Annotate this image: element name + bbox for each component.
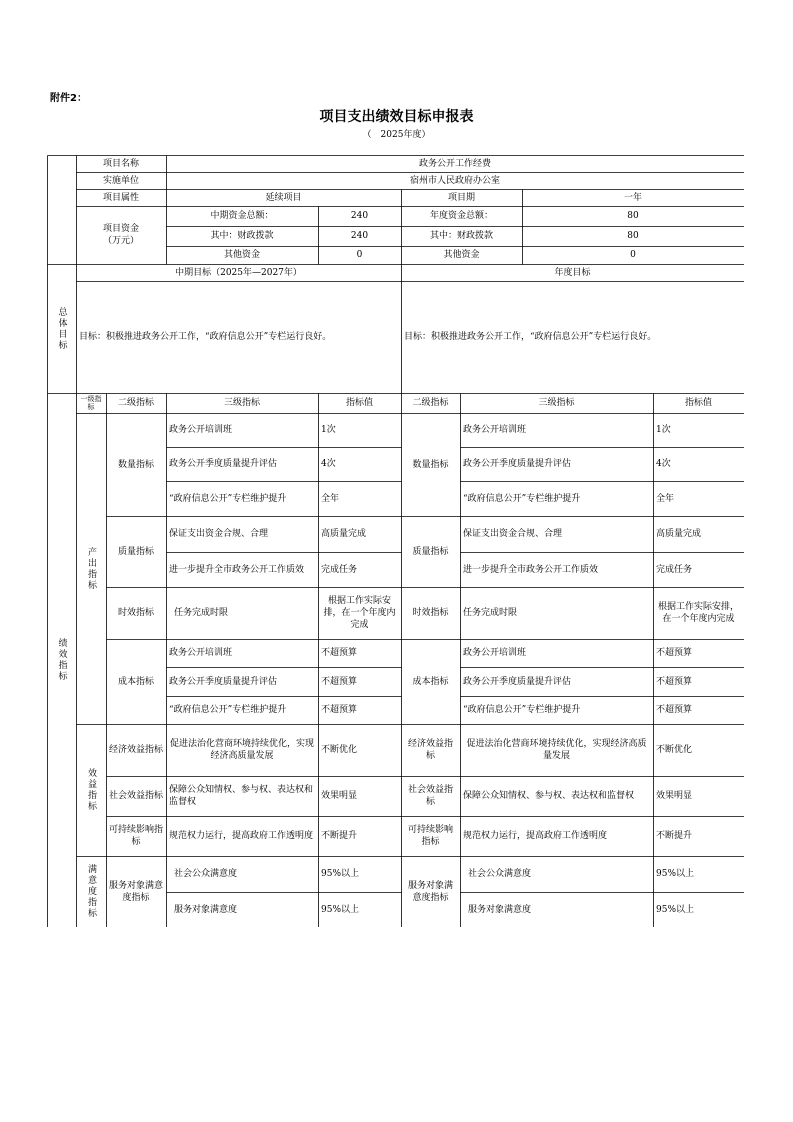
hdr-value-left-text: 指标值 bbox=[345, 398, 373, 408]
level3-left bbox=[166, 516, 318, 552]
level3-right bbox=[460, 724, 653, 776]
level3-right-text: “政府信息公开”专栏维护提升 bbox=[463, 705, 581, 715]
value-left bbox=[318, 552, 401, 587]
hdr-level1-text: 一级指标 bbox=[80, 395, 102, 411]
level3-right-text: 保障公众知情权、参与权、表达权和监督权 bbox=[463, 791, 635, 801]
sustain-label-right bbox=[401, 816, 460, 856]
value-left-text: 根据工作实际安排，在一个年度内完成 bbox=[323, 596, 396, 630]
benefit-label-text: 效益指标 bbox=[86, 768, 96, 812]
level3-left-text: “政府信息公开”专栏维护提升 bbox=[169, 493, 287, 504]
level3-right bbox=[460, 892, 653, 927]
service-label-left bbox=[106, 856, 166, 927]
cost-label-right bbox=[401, 639, 460, 724]
year-goal-text-text: 目标：积极推进政务公开工作，“政府信息公开”专栏运行良好。 bbox=[404, 332, 657, 342]
value-right-text: 完成任务 bbox=[656, 564, 693, 575]
quantity-label-left bbox=[106, 413, 166, 516]
unit-label-text: 实施单位 bbox=[102, 175, 139, 186]
level3-right-text: 保证支出资金合规、合理 bbox=[463, 529, 563, 539]
project-name-label-text: 项目名称 bbox=[102, 158, 139, 169]
mid-total-label bbox=[166, 206, 318, 226]
level3-left bbox=[166, 776, 318, 816]
page-title: 项目支出绩效目标申报表 bbox=[319, 109, 474, 125]
level3-left bbox=[166, 667, 318, 696]
value-left-text: 高质量完成 bbox=[321, 529, 367, 539]
level3-left-text: 政务公开培训班 bbox=[169, 648, 233, 658]
year-total-label-text: 年度资金总额： bbox=[429, 211, 493, 221]
funds-label bbox=[76, 206, 166, 264]
value-right-text: 4次 bbox=[656, 459, 671, 469]
service-label-left-text: 服务对象满意度指标 bbox=[109, 880, 164, 903]
value-left-text: 不超预算 bbox=[321, 648, 358, 658]
mid-goal-text-text: 目标：积极推进政务公开工作，“政府信息公开”专栏运行良好。 bbox=[79, 332, 332, 342]
hdr-level1 bbox=[76, 393, 106, 413]
value-left bbox=[318, 856, 401, 892]
level3-left-text: 服务对象满意度 bbox=[174, 904, 238, 915]
level3-left bbox=[166, 892, 318, 927]
mid-other-value bbox=[318, 246, 401, 264]
level3-right bbox=[460, 696, 653, 724]
year-fiscal-label bbox=[401, 226, 522, 246]
quantity-label-right bbox=[401, 413, 460, 516]
value-left-text: 完成任务 bbox=[321, 564, 358, 575]
mid-fiscal-label-text: 其中：财政拨款 bbox=[210, 231, 274, 241]
value-right bbox=[653, 667, 744, 696]
year-fiscal-value bbox=[522, 226, 744, 246]
econ-label-right-text: 经济效益指标 bbox=[407, 739, 453, 761]
year-other-value bbox=[522, 246, 744, 264]
value-left-text: 95%以上 bbox=[321, 904, 360, 915]
level3-left-text: 任务完成时限 bbox=[174, 608, 229, 618]
value-left bbox=[318, 481, 401, 516]
service-label-right-text: 服务对象满意度指标 bbox=[407, 880, 453, 903]
year-goal-text bbox=[401, 281, 744, 393]
level3-right-text: 规范权力运行，提高政府工作透明度 bbox=[463, 831, 608, 841]
value-right-text: 95%以上 bbox=[656, 904, 695, 915]
year-total-value-text: 80 bbox=[627, 211, 639, 221]
mid-total-value bbox=[318, 206, 401, 226]
mid-total-label-text: 中期资金总额： bbox=[210, 211, 274, 221]
value-right bbox=[653, 696, 744, 724]
output-label-text: 产出指标 bbox=[86, 546, 96, 591]
level3-left-text: 政务公开培训班 bbox=[169, 425, 233, 435]
level3-left-text: 促进法治化营商环境持续优化，实现经济高质量发展 bbox=[169, 739, 314, 761]
cost-label-left-text: 成本指标 bbox=[117, 676, 154, 687]
hdr-value-right-text: 指标值 bbox=[684, 398, 712, 408]
mid-fiscal-value-text: 240 bbox=[350, 231, 369, 241]
level3-right bbox=[460, 413, 653, 447]
level3-right bbox=[460, 776, 653, 816]
level3-right bbox=[460, 481, 653, 516]
level3-left-text: 进一步提升全市政务公开工作质效 bbox=[169, 564, 305, 575]
level3-right bbox=[460, 552, 653, 587]
value-left-text: 效果明显 bbox=[321, 791, 358, 801]
value-right-text: 效果明显 bbox=[656, 791, 693, 801]
mid-fiscal-value bbox=[318, 226, 401, 246]
mid-goal-text bbox=[76, 281, 401, 393]
attachment-label: 附件2： bbox=[50, 93, 87, 104]
level3-left-text: 政务公开季度质量提升评估 bbox=[169, 676, 278, 687]
level3-left-text: 保证支出资金合规、合理 bbox=[169, 529, 269, 539]
social-label-right-text: 社会效益指标 bbox=[407, 785, 453, 807]
year-total-label bbox=[401, 206, 522, 226]
value-left bbox=[318, 776, 401, 816]
value-right-text: 95%以上 bbox=[656, 869, 695, 879]
value-left-text: 1次 bbox=[321, 425, 336, 435]
level3-right-text: 促进法治化营商环境持续优化，实现经济高质量发展 bbox=[466, 739, 647, 761]
period-label bbox=[401, 189, 522, 206]
project-name-value-text: 政务公开工作经费 bbox=[418, 158, 491, 169]
benefit-label bbox=[76, 724, 106, 856]
quality-label-left-text: 质量指标 bbox=[117, 546, 154, 557]
level3-left-text: 规范权力运行，提高政府工作透明度 bbox=[169, 831, 314, 841]
value-left-text: 不断提升 bbox=[321, 831, 358, 841]
project-name-value bbox=[166, 155, 744, 172]
level3-right-text: 服务对象满意度 bbox=[468, 904, 532, 915]
value-right bbox=[653, 856, 744, 892]
level3-left bbox=[166, 447, 318, 481]
level3-right-text: 政务公开季度质量提升评估 bbox=[463, 676, 572, 687]
value-left-text: 95%以上 bbox=[321, 869, 360, 879]
unit-label bbox=[76, 172, 166, 189]
quality-label-right bbox=[401, 516, 460, 587]
performance-table bbox=[47, 155, 744, 927]
value-right bbox=[653, 447, 744, 481]
level3-left bbox=[166, 552, 318, 587]
hdr-level2-right bbox=[401, 393, 460, 413]
value-left-text: 不超预算 bbox=[321, 676, 358, 687]
value-right bbox=[653, 587, 744, 639]
time-label-right bbox=[401, 587, 460, 639]
year-fiscal-value-text: 80 bbox=[627, 231, 639, 241]
social-label-left-text: 社会效益指标 bbox=[109, 791, 164, 801]
year-goal-header-text: 年度目标 bbox=[554, 267, 591, 278]
value-left bbox=[318, 447, 401, 481]
value-right bbox=[653, 892, 744, 927]
hdr-level2-left-text: 二级指标 bbox=[117, 398, 154, 408]
value-right-text: 不断优化 bbox=[656, 745, 693, 755]
social-label-right bbox=[401, 776, 460, 816]
satisfaction-label-text: 满意度指标 bbox=[86, 864, 96, 919]
hdr-level3-right-text: 三级指标 bbox=[538, 398, 575, 408]
value-right bbox=[653, 516, 744, 552]
value-right bbox=[653, 816, 744, 856]
cost-label-right-text: 成本指标 bbox=[412, 676, 449, 687]
value-right bbox=[653, 639, 744, 667]
value-right-text: 不超预算 bbox=[656, 705, 693, 715]
level3-left bbox=[166, 696, 318, 724]
value-right-text: 不断提升 bbox=[656, 831, 693, 841]
hdr-level3-left bbox=[166, 393, 318, 413]
level3-right bbox=[460, 667, 653, 696]
value-right bbox=[653, 724, 744, 776]
level3-right bbox=[460, 516, 653, 552]
year-other-label bbox=[401, 246, 522, 264]
output-label bbox=[76, 413, 106, 724]
period-value-text: 一年 bbox=[623, 192, 642, 203]
level3-right-text: 政务公开培训班 bbox=[463, 648, 527, 658]
period-value bbox=[522, 189, 744, 206]
level3-right bbox=[460, 447, 653, 481]
value-left-text: 不超预算 bbox=[321, 705, 358, 715]
value-left bbox=[318, 639, 401, 667]
funds-label-text: 项目资金 （万元） bbox=[102, 224, 139, 246]
service-label-right bbox=[401, 856, 460, 927]
value-left bbox=[318, 816, 401, 856]
overall-goal-side-label bbox=[47, 264, 76, 393]
value-right-text: 不超预算 bbox=[656, 676, 693, 687]
social-label-left bbox=[106, 776, 166, 816]
hdr-value-left bbox=[318, 393, 401, 413]
sustain-label-left bbox=[106, 816, 166, 856]
level3-left-text: “政府信息公开”专栏维护提升 bbox=[169, 705, 287, 715]
value-right bbox=[653, 776, 744, 816]
value-right bbox=[653, 481, 744, 516]
level3-left-text: 社会公众满意度 bbox=[174, 869, 238, 879]
mid-other-label-text: 其他资金 bbox=[223, 250, 260, 260]
hdr-value-right bbox=[653, 393, 744, 413]
value-right bbox=[653, 552, 744, 587]
time-label-left-text: 时效指标 bbox=[117, 608, 154, 618]
level3-left bbox=[166, 856, 318, 892]
value-right-text: 高质量完成 bbox=[656, 529, 702, 539]
level3-left bbox=[166, 724, 318, 776]
period-label-text: 项目期 bbox=[447, 192, 475, 203]
cost-label-left bbox=[106, 639, 166, 724]
quantity-label-right-text: 数量指标 bbox=[412, 459, 449, 470]
level3-right bbox=[460, 856, 653, 892]
value-left bbox=[318, 667, 401, 696]
year-fiscal-label-text: 其中：财政拨款 bbox=[429, 231, 493, 241]
unit-value-text: 宿州市人民政府办公室 bbox=[409, 175, 500, 186]
project-name-label bbox=[76, 155, 166, 172]
level3-right bbox=[460, 639, 653, 667]
value-left-text: 全年 bbox=[321, 493, 340, 504]
econ-label-left bbox=[106, 724, 166, 776]
level3-left bbox=[166, 481, 318, 516]
value-left bbox=[318, 516, 401, 552]
unit-value bbox=[166, 172, 744, 189]
value-right-text: 不超预算 bbox=[656, 648, 693, 658]
level3-right bbox=[460, 587, 653, 639]
mid-total-value-text: 240 bbox=[350, 211, 369, 221]
satisfaction-label bbox=[76, 856, 106, 927]
value-right-text: 1次 bbox=[656, 425, 671, 435]
mid-goal-header bbox=[76, 264, 401, 281]
value-left bbox=[318, 724, 401, 776]
value-right-text: 全年 bbox=[656, 493, 675, 504]
value-left-text: 不断优化 bbox=[321, 745, 358, 755]
year-goal-header bbox=[401, 264, 744, 281]
year-other-value-text: 0 bbox=[630, 250, 636, 260]
level3-right-text: 社会公众满意度 bbox=[468, 869, 532, 879]
overall-goal-side-label-text: 总体目标 bbox=[56, 306, 67, 351]
mid-other-value-text: 0 bbox=[356, 250, 363, 260]
sustain-label-left-text: 可持续影响指标 bbox=[109, 825, 164, 847]
attr-value bbox=[166, 189, 401, 206]
level3-right bbox=[460, 816, 653, 856]
level3-left bbox=[166, 587, 318, 639]
econ-label-left-text: 经济效益指标 bbox=[109, 745, 164, 755]
sustain-label-right-text: 可持续影响指标 bbox=[407, 825, 453, 847]
hdr-level3-right bbox=[460, 393, 653, 413]
time-label-left bbox=[106, 587, 166, 639]
value-left-text: 4次 bbox=[321, 459, 336, 469]
year-other-label-text: 其他资金 bbox=[443, 250, 480, 260]
level3-right-text: 进一步提升全市政务公开工作质效 bbox=[463, 564, 599, 575]
quantity-label-left-text: 数量指标 bbox=[117, 459, 154, 470]
level3-left bbox=[166, 639, 318, 667]
quality-label-left bbox=[106, 516, 166, 587]
perf-side-label bbox=[47, 393, 76, 927]
time-label-right-text: 时效指标 bbox=[412, 608, 449, 618]
mid-fiscal-label bbox=[166, 226, 318, 246]
attr-label bbox=[76, 189, 166, 206]
hdr-level2-right-text: 二级指标 bbox=[412, 398, 449, 408]
level3-right-text: 任务完成时限 bbox=[463, 608, 518, 618]
year-subtitle: （ 2025年度） bbox=[362, 130, 431, 140]
level3-left-text: 保障公众知情权、参与权、表达权和监督权 bbox=[169, 785, 314, 807]
value-left bbox=[318, 413, 401, 447]
level3-right-text: 政务公开培训班 bbox=[463, 425, 527, 435]
perf-side-label-text: 绩效指标 bbox=[56, 638, 67, 682]
value-left bbox=[318, 587, 401, 639]
level3-right-text: 政务公开季度质量提升评估 bbox=[463, 459, 572, 469]
attr-value-text: 延续项目 bbox=[265, 192, 302, 203]
value-left bbox=[318, 892, 401, 927]
mid-other-label bbox=[166, 246, 318, 264]
econ-label-right bbox=[401, 724, 460, 776]
hdr-level2-left bbox=[106, 393, 166, 413]
hdr-level3-left-text: 三级指标 bbox=[223, 398, 260, 408]
level3-right-text: “政府信息公开”专栏维护提升 bbox=[463, 493, 581, 504]
year-total-value bbox=[522, 206, 744, 226]
attr-label-text: 项目属性 bbox=[102, 192, 139, 203]
value-left bbox=[318, 696, 401, 724]
level3-left bbox=[166, 816, 318, 856]
level3-left bbox=[166, 413, 318, 447]
mid-goal-header-text: 中期目标（2025年—2027年） bbox=[175, 267, 302, 278]
level3-left-text: 政务公开季度质量提升评估 bbox=[169, 459, 278, 469]
value-right bbox=[653, 413, 744, 447]
value-right-text: 根据工作实际安排，在一个年度内完成 bbox=[657, 602, 739, 624]
quality-label-right-text: 质量指标 bbox=[412, 546, 449, 557]
